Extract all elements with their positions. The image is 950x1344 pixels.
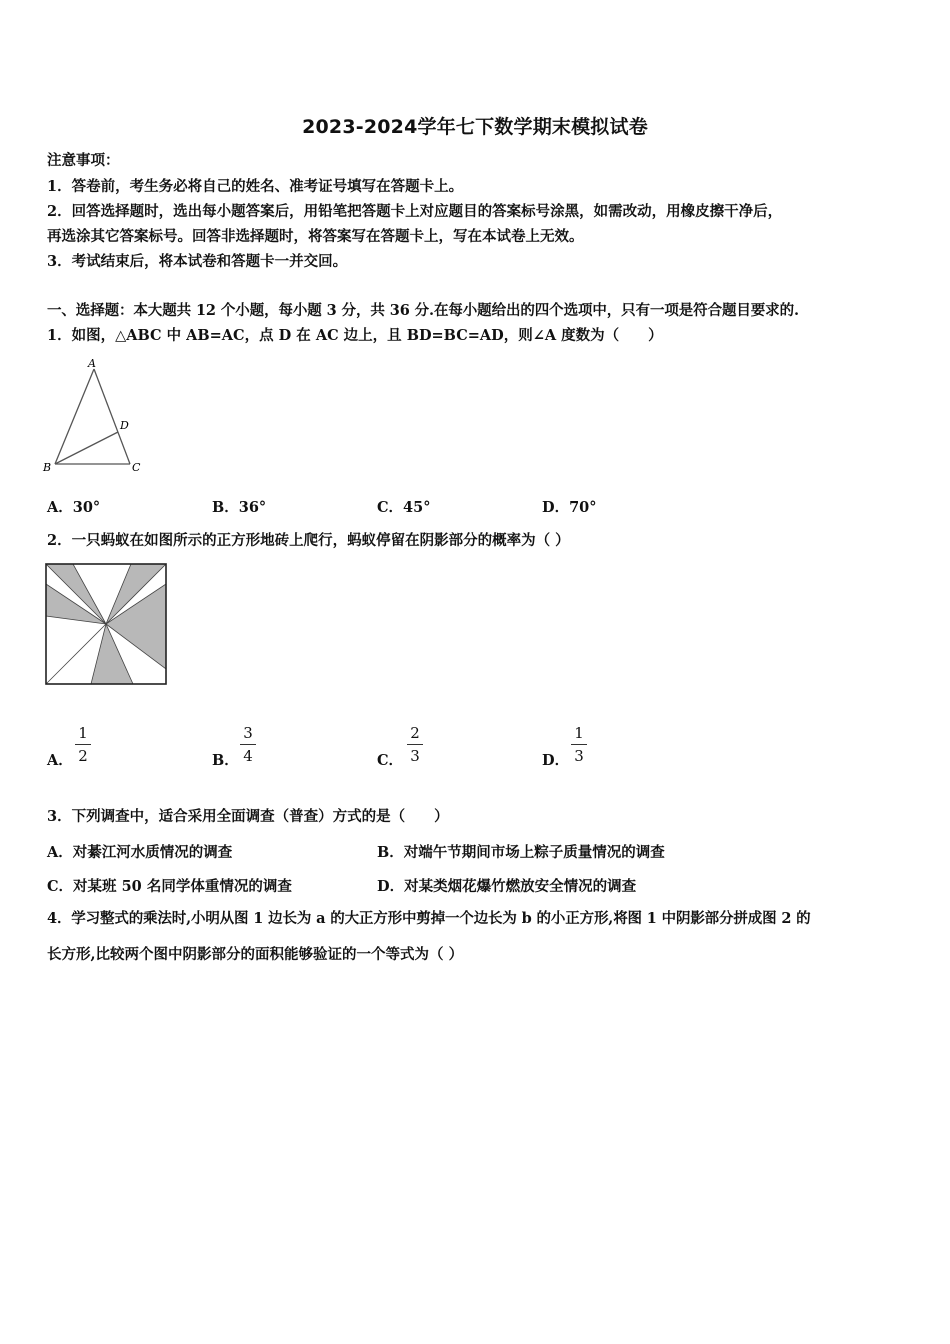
q2-option-b-letter[interactable]: B． bbox=[212, 752, 239, 769]
q3-option-c[interactable]: C．对某班 50 名同学体重情况的调查 bbox=[47, 878, 292, 895]
q2-square-tile-figure bbox=[45, 563, 167, 685]
notice-item: 2．回答选择题时，选出每小题答案后，用铅笔把答题卡上对应题目的答案标号涂黑，如需改动，用橡皮擦干净后， bbox=[47, 203, 783, 220]
q2-option-d-letter[interactable]: D． bbox=[542, 752, 570, 769]
numerator: 2 bbox=[410, 724, 420, 742]
q4-stem-line1: 4．学习整式的乘法时,小明从图 1 边长为 a 的大正方形中剪掉一个边长为 b 的小正方形,将图 1 中阴影部分拼成图 2 的 bbox=[47, 910, 811, 927]
q2-option-d-fraction[interactable] bbox=[568, 724, 590, 765]
q1-triangle-figure bbox=[40, 356, 150, 476]
q3-option-b[interactable]: B．对端午节期间市场上粽子质量情况的调查 bbox=[377, 844, 665, 861]
denominator: 3 bbox=[574, 747, 584, 765]
vertex-label-b: B bbox=[43, 461, 52, 474]
segment-bd bbox=[55, 432, 118, 464]
vertex-label-c: C bbox=[132, 461, 141, 474]
q1-option-c[interactable]: C．45° bbox=[377, 499, 431, 516]
vertex-label-a: A bbox=[88, 357, 96, 370]
q2-stem: 2．一只蚂蚁在如图所示的正方形地砖上爬行，蚂蚁停留在阴影部分的概率为（ ） bbox=[47, 532, 570, 549]
q4-stem-line2: 长方形,比较两个图中阴影部分的面积能够验证的一个等式为（ ） bbox=[47, 946, 464, 963]
denominator: 4 bbox=[243, 747, 253, 765]
numerator: 3 bbox=[243, 724, 253, 742]
denominator: 3 bbox=[410, 747, 420, 765]
q2-option-a-letter[interactable]: A． bbox=[47, 752, 73, 769]
q1-option-b[interactable]: B．36° bbox=[212, 499, 267, 516]
q3-option-a[interactable]: A．对綦江河水质情况的调查 bbox=[47, 844, 233, 861]
notice-item: 1．答卷前，考生务必将自己的姓名、准考证号填写在答题卡上。 bbox=[47, 178, 464, 195]
denominator: 2 bbox=[78, 747, 88, 765]
q1-option-d[interactable]: D．70° bbox=[542, 499, 597, 516]
side-ac bbox=[94, 369, 130, 464]
notice-item: 3．考试结束后，将本试卷和答题卡一并交回。 bbox=[47, 253, 348, 270]
q3-option-d[interactable]: D．对某类烟花爆竹燃放安全情况的调查 bbox=[377, 878, 637, 895]
q2-option-a-fraction[interactable] bbox=[72, 724, 94, 765]
q1-option-a[interactable]: A．30° bbox=[47, 499, 101, 516]
side-ab bbox=[55, 369, 94, 464]
vertex-label-d: D bbox=[120, 419, 129, 432]
q2-option-c-fraction[interactable] bbox=[404, 724, 426, 765]
q2-option-b-fraction[interactable] bbox=[237, 724, 259, 765]
q1-stem: 1．如图，△ABC 中 AB=AC，点 D 在 AC 边上，且 BD=BC=AD，则∠A 度数为（ ） bbox=[47, 327, 663, 344]
page-title: 2023-2024学年七下数学期末模拟试卷 bbox=[302, 116, 648, 138]
numerator: 1 bbox=[78, 724, 88, 742]
notice-heading: 注意事项： bbox=[47, 152, 120, 169]
section-heading: 一、选择题：本大题共 12 个小题，每小题 3 分，共 36 分.在每小题给出的四个选项中，只有一项是符合题目要求的. bbox=[47, 302, 799, 319]
notice-item: 再选涂其它答案标号。回答非选择题时，将答案写在答题卡上，写在本试卷上无效。 bbox=[47, 228, 584, 245]
q3-stem: 3．下列调查中，适合采用全面调查（普查）方式的是（ ） bbox=[47, 808, 449, 825]
q2-option-c-letter[interactable]: C． bbox=[377, 752, 404, 769]
numerator: 1 bbox=[574, 724, 584, 742]
